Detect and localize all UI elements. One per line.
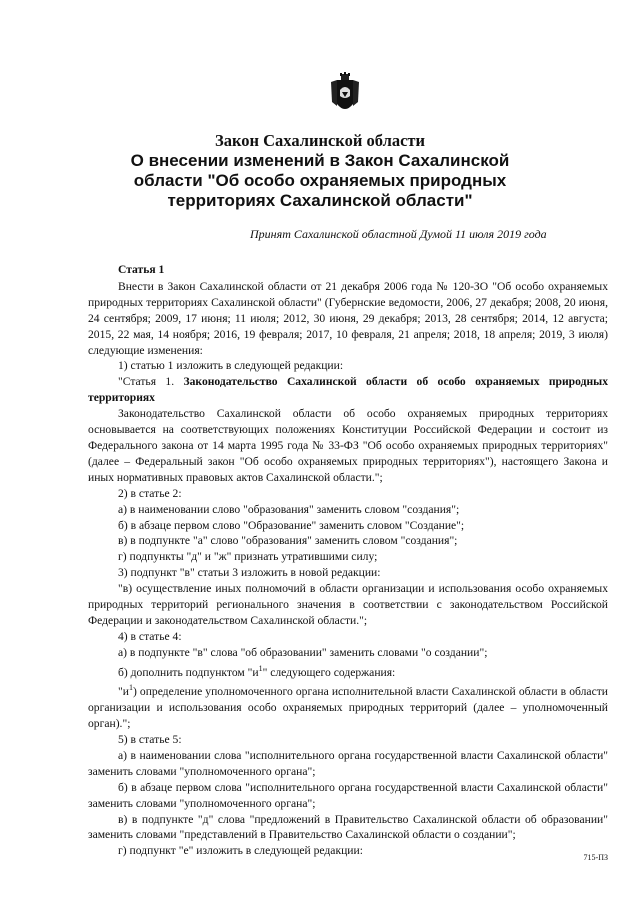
item-b-prefix: б) дополнить подпунктом "и [118, 665, 259, 679]
paragraph: "в) осуществление иных полномочий в области организации и использования особо охраняемых природных территорий регионального значения в соответствии с законодательством Российской Федерации и законодательством Сахалинской области."; [88, 582, 608, 627]
quote-prefix: "Статья 1. [118, 375, 184, 389]
title-line-4: территориях Сахалинской области" [167, 191, 473, 210]
coat-of-arms-icon [329, 72, 361, 116]
paragraph: 4) в статье 4: [118, 629, 182, 643]
paragraph-item-i1 [88, 680, 608, 732]
item-i1-prefix: "и [118, 685, 129, 699]
paragraph: б) в абзаце первом слова "исполнительного органа государственной власти Сахалинской области" заменить словами "уполномоченного органа"; [88, 780, 608, 810]
quoted-article-title [88, 374, 608, 406]
paragraph: Законодательство Сахалинской области об особо охраняемых природных территориях основывается на соответствующих положениях Конституции Российской Федерации и состоит из Федерального закона от 14 марта 1995 года № 33-ФЗ "Об особо охраняемых природных территориях" (далее – Федеральный закон "Об особо охраняемых природных территориях"), настоящего Закона и иных нормативных правовых актов Сахалинской области."; [88, 407, 608, 484]
item-b-sup: 1 [258, 663, 263, 673]
document-code: 715-ПЗ [583, 853, 608, 862]
paragraph: 2) в статье 2: [118, 486, 182, 500]
paragraph: Внести в Закон Сахалинской области от 21 декабря 2006 года № 120-ЗО "Об особо охраняемых природных территориях Сахалинской области" (Губернские ведомости, 2006, 27 декабря; 2008, 20 июня, 24 сентября; 2009, 17 июня; 11 июля; 2012, 30 июня, 29 декабря; 2013, 28 сентября; 2014, 12 августа; 2015, 22 мая, 14 ноября; 2016, 19 февраля; 2017, 10 февраля, 21 апреля; 2018, 18 апреля; 2019, 3 июля) следующие изменения: [88, 279, 608, 357]
adoption-note: Принят Сахалинской областной Думой 11 июля 2019 года [250, 227, 547, 241]
law-body [88, 262, 608, 859]
paragraph: в) в подпункте "а" слово "образования" заменить словом "создания"; [118, 534, 458, 548]
item-i1-sup: 1 [128, 683, 133, 693]
paragraph-item-b [88, 661, 608, 681]
title-line-2: О внесении изменений в Закон Сахалинской [130, 151, 510, 170]
paragraph: б) в абзаце первом слово "Образование" заменить словом "Создание"; [118, 518, 465, 532]
quote-bold-title: Законодательство Сахалинской области об особо охраняемых природных территориях [88, 375, 608, 405]
paragraph: а) в наименовании слова "исполнительного органа государственной власти Сахалинской области" заменить словами "уполномоченного органа"; [88, 748, 608, 778]
title-line-1: Закон Сахалинской области [214, 131, 426, 150]
title-line-3: области "Об особо охраняемых природных [133, 171, 507, 190]
paragraph: 3) подпункт "в" статьи 3 изложить в новой редакции: [118, 566, 381, 580]
paragraph: 5) в статье 5: [118, 733, 182, 746]
item-b-suffix: " следующего содержания: [262, 665, 396, 679]
item-i1-suffix: ) определение уполномоченного органа исполнительной власти Сахалинской области в области организации и использования особо охраняемых природных территорий (далее – уполномоченный орган)."; [88, 685, 608, 731]
paragraph: в) в подпункте "д" слова "предложений в Правительство Сахалинской области об образовании" заменить словами "представлений в Правительство Сахалинской области о создании"; [88, 812, 608, 842]
paragraph: г) подпункт "е" изложить в следующей редакции: [118, 844, 363, 858]
paragraph: 1) статью 1 изложить в следующей редакции: [118, 359, 344, 373]
paragraph: г) подпункты "д" и "ж" признать утратившими силу; [118, 550, 378, 564]
law-title [60, 131, 580, 211]
paragraph: а) в наименовании слово "образования" заменить словом "создания"; [118, 502, 460, 516]
article-heading: Статья 1 [118, 263, 165, 276]
paragraph: а) в подпункте "в" слова "об образовании" заменить словами "о создании"; [118, 645, 488, 659]
